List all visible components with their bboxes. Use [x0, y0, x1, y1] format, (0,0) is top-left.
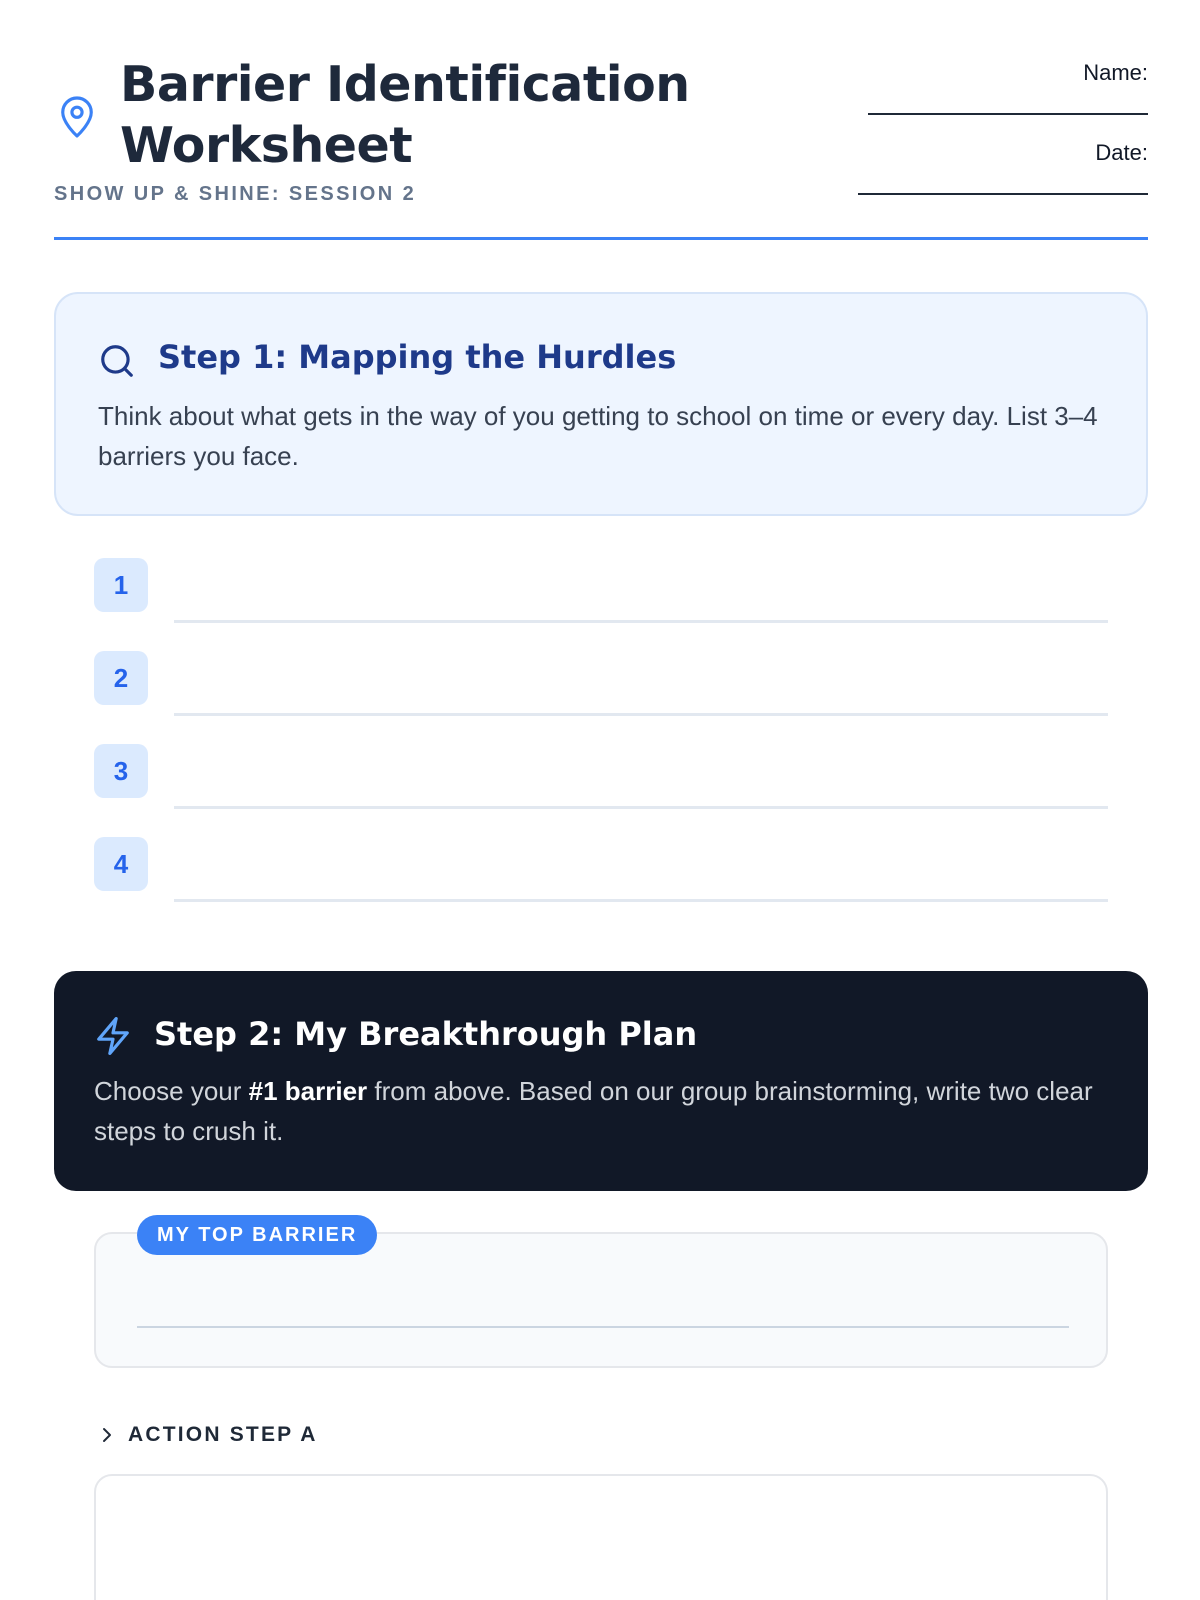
step2-description-emphasis: #1 barrier — [248, 1076, 368, 1106]
step2-description — [94, 1071, 1104, 1151]
step2-card — [54, 971, 1148, 1191]
top-barrier-badge: MY TOP BARRIER — [137, 1215, 377, 1255]
top-barrier-box — [94, 1224, 1108, 1368]
top-barrier-input-line[interactable] — [137, 1326, 1069, 1328]
worksheet-header — [54, 50, 1148, 240]
barrier-number: 4 — [94, 837, 148, 891]
map-pin-icon — [58, 94, 96, 140]
barrier-input-line[interactable] — [174, 806, 1108, 809]
barrier-row — [94, 837, 1108, 893]
action-step-a-text: ACTION STEP A — [128, 1423, 318, 1446]
barrier-row — [94, 558, 1108, 614]
step2-description-suffix: from above. Based on our group brainstorming, write two clear steps to crush it. — [94, 1076, 1093, 1146]
date-field[interactable] — [858, 193, 1148, 195]
page-subtitle: SHOW UP & SHINE: SESSION 2 — [54, 183, 417, 205]
step2-title: Step 2: My Breakthrough Plan — [154, 1015, 698, 1053]
page-title: Barrier Identification Worksheet — [120, 56, 690, 174]
lightning-icon — [94, 1015, 132, 1057]
barrier-input-line[interactable] — [174, 899, 1108, 902]
barrier-input-line[interactable] — [174, 713, 1108, 716]
chevron-right-icon — [98, 1426, 116, 1444]
action-step-a-label — [98, 1420, 318, 1450]
barrier-number: 2 — [94, 651, 148, 705]
barrier-input-line[interactable] — [174, 620, 1108, 623]
name-label: Name: — [1083, 60, 1148, 85]
date-label: Date: — [1095, 140, 1148, 165]
step1-card — [54, 292, 1148, 516]
barrier-row — [94, 651, 1108, 707]
barrier-number: 1 — [94, 558, 148, 612]
step1-title: Step 1: Mapping the Hurdles — [158, 338, 677, 376]
barrier-row — [94, 744, 1108, 800]
action-step-a-input[interactable] — [94, 1474, 1108, 1600]
search-icon — [98, 342, 136, 380]
barrier-number: 3 — [94, 744, 148, 798]
step1-description: Think about what gets in the way of you getting to school on time or every day. List 3–4 barriers you face. — [98, 401, 1098, 471]
step2-description-prefix: Choose your — [94, 1076, 249, 1106]
name-field[interactable] — [868, 113, 1148, 115]
